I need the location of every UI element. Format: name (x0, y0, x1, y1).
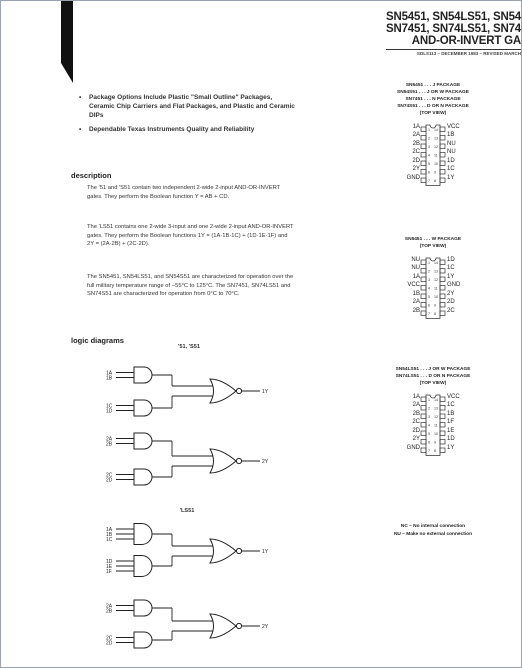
pin-box (440, 170, 445, 175)
feature-list (79, 93, 297, 139)
package-title: SN74S51 . . . D OR N PACKAGE (397, 104, 469, 109)
and-gate (134, 600, 152, 616)
pin-number: 7 (428, 449, 430, 453)
pin-box (440, 127, 445, 132)
pin-number: 14 (434, 261, 438, 265)
pin-box (421, 448, 426, 453)
logic-diagram-ls51 (106, 516, 291, 656)
pin-box (440, 448, 445, 453)
input-label: 2C (106, 472, 113, 479)
package-view-label: (TOP VIEW) (419, 111, 447, 116)
pin-label-left: 2A (412, 402, 420, 408)
pin-number: 1 (428, 128, 430, 132)
pin-box (421, 161, 426, 166)
pin-number: 6 (428, 440, 430, 445)
pin-box (440, 423, 445, 428)
package-title: SN74LS51 . . . D OR N PACKAGE (395, 374, 471, 379)
doc-revision: SDLS113 – DECEMBER 1983 – REVISED MARCH (386, 49, 521, 56)
pin-label-left: 2D (412, 427, 420, 434)
input-label: 2D (106, 640, 113, 647)
pin-label-right: 1E (447, 427, 455, 434)
pin-label-right: 1D (447, 256, 455, 263)
output-label: 2Y (262, 623, 269, 630)
pin-box (421, 294, 426, 299)
pin-label-left: GND (406, 444, 420, 451)
pin-label-left: 2B (412, 410, 420, 417)
input-label: 2B (106, 608, 113, 615)
pin-box (421, 406, 426, 411)
pin-box (421, 269, 426, 274)
pin-number: 2 (428, 406, 430, 411)
pin-label-left: 1A (412, 273, 420, 280)
and-gate (134, 469, 152, 485)
pin-box (421, 431, 426, 436)
pin-number: 14 (434, 128, 438, 132)
output-label: 2Y (262, 458, 269, 465)
output-label: 1Y (262, 388, 269, 395)
description-paragraph: The 'LS51 contains one 2-wide 3-input and one 2-wide 2-input AND-OR-INVERT gates. They perform the Boolean functions 1Y = (1A·1B·1C) + (1D·1E·1F) and 2Y = (2A·2B) + (2C·2D). (87, 224, 294, 248)
pin-label-right: 1Y (447, 444, 455, 451)
page-header (386, 11, 521, 56)
pin-box (440, 414, 445, 419)
logic-diagrams-heading: logic diagrams (71, 336, 124, 345)
package-title: SN54S51 . . . J OR W PACKAGE (397, 90, 469, 95)
package-title: SN5451 . . . W PACKAGE (404, 237, 462, 242)
and-gate (134, 524, 152, 545)
pin-label-left: 2C (412, 149, 420, 155)
pin-label-right: 1Y (447, 273, 455, 280)
input-label: 1C (106, 536, 113, 543)
pin-number: 9 (434, 303, 436, 308)
input-label: 1F (106, 568, 112, 575)
and-gate (134, 367, 152, 383)
inversion-bubble (236, 388, 241, 393)
corner-tab (61, 1, 73, 83)
and-gate (134, 556, 152, 577)
pin-box (421, 286, 426, 291)
pin-label-left: NU (411, 256, 420, 263)
pin-number: 11 (434, 286, 438, 291)
package-title: SN54LS51 . . . J OR W PACKAGE (395, 367, 471, 372)
pin-number: 3 (428, 278, 430, 282)
title-line-3: AND-OR-INVERT GA (411, 35, 521, 47)
pin-label-right: NU (447, 140, 456, 147)
pin-label-left: 1A (412, 393, 420, 400)
pin-box (440, 303, 445, 308)
description-paragraph: The '51 and 'S51 contain two independent 2-wide 2-input AND-OR-INVERT gates. They perform the Boolean function Y = AB + CD. (87, 185, 281, 200)
pin-label-left: 2B (412, 140, 420, 147)
pin-box (440, 260, 445, 265)
package-view-label: (TOP VIEW) (419, 381, 447, 386)
pin-number: 9 (434, 440, 436, 445)
pin-box (440, 144, 445, 149)
pin-number: 14 (434, 398, 438, 402)
pin-number: 10 (434, 162, 438, 166)
pin-label-right: 1D (447, 157, 455, 164)
pin-label-left: 1B (412, 290, 420, 297)
diagram-label: 'LS51 (179, 508, 195, 514)
input-label: 1B (106, 375, 113, 382)
description-paragraph: The SN5451, SN54LS51, and SN54S51 are characterized for operation over the full military temperature range of −55°C to 125°C. The SN7451, SN74LS51 and SN74S51 are characterized for operation from 0°C to 70°C. (87, 274, 294, 298)
description-heading: description (71, 171, 112, 180)
input-label: 2C (106, 635, 113, 642)
pin-box (440, 269, 445, 274)
pin-number: 11 (434, 423, 438, 428)
pin-box (440, 178, 445, 183)
input-label: 2A (106, 603, 113, 610)
pin-label-right: 2C (447, 307, 455, 314)
pin-number: 2 (428, 136, 430, 141)
pin-number: 10 (434, 295, 438, 299)
inversion-bubble (236, 458, 241, 463)
pin-number: 2 (428, 269, 430, 274)
pin-box (440, 161, 445, 166)
title-line-2: SN7451, SN74LS51, SN74 (386, 23, 521, 35)
pin-number: 4 (428, 153, 430, 158)
pin-number: 3 (428, 415, 430, 419)
package-title: SN7451 . . . N PACKAGE (405, 97, 461, 102)
input-label: 1D (106, 558, 113, 565)
pin-label-left: 2Y (412, 166, 420, 172)
input-label: 1E (106, 563, 113, 570)
pin-number: 3 (428, 145, 430, 149)
pin-number: 5 (428, 432, 430, 436)
pin-number: 10 (434, 432, 438, 436)
pin-number: 8 (434, 179, 436, 183)
pin-number: 13 (434, 136, 438, 141)
pin-box (440, 294, 445, 299)
and-gate (134, 433, 152, 449)
pin-box (440, 406, 445, 411)
pin-box (440, 286, 445, 291)
pin-box (440, 431, 445, 436)
pin-box (440, 277, 445, 282)
pin-number: 6 (428, 170, 430, 175)
diagram-label: '51, 'S51 (178, 344, 200, 350)
pin-box (421, 144, 426, 149)
feature-item: • Package Options Include Plastic "Small Outline" Packages, Ceramic Chip Carriers and Flat Packages, and Plastic and Ceramic DIPs (79, 94, 295, 119)
pin-number: 1 (428, 261, 430, 265)
pin-number: 12 (434, 415, 438, 419)
and-gate (134, 632, 152, 648)
inversion-bubble (236, 623, 241, 628)
pin-label-left: GND (406, 174, 420, 181)
input-label: 1B (106, 531, 113, 538)
pin-label-right: 2Y (447, 290, 455, 297)
pin-box (440, 397, 445, 402)
pin-number: 7 (428, 312, 430, 316)
pin-number: 13 (434, 406, 438, 411)
pin-label-right: 1C (447, 166, 455, 172)
pin-box (440, 136, 445, 141)
input-label: 2A (106, 436, 113, 443)
pin-label-right: 1C (447, 265, 455, 271)
pin-label-right: 1C (447, 402, 455, 408)
pin-number: 12 (434, 278, 438, 282)
pin-label-left: 2B (412, 307, 420, 314)
pin-box (421, 127, 426, 132)
inversion-bubble (236, 548, 241, 553)
output-label: 1Y (262, 548, 269, 555)
nor-gate (210, 449, 236, 473)
pin-label-right: 1D (447, 436, 455, 442)
pin-box (421, 277, 426, 282)
nor-gate (210, 379, 236, 403)
pin-label-left: 2D (412, 157, 420, 164)
pin-number: 6 (428, 303, 430, 308)
pin-number: 11 (434, 153, 438, 158)
pin-label-left: 2A (412, 299, 420, 305)
pin-label-left: NU (411, 265, 420, 271)
title-line-1: SN5451, SN54LS51, SN54 (386, 11, 521, 23)
pin-number: 1 (428, 398, 430, 402)
input-label: 1C (106, 403, 113, 410)
pin-label-right: 2D (447, 299, 455, 305)
pin-label-right: VCC (447, 393, 460, 400)
pin-box (421, 178, 426, 183)
pin-box (421, 136, 426, 141)
pin-label-right: GND (447, 282, 461, 288)
pin-label-right: 1Y (447, 174, 455, 181)
pin-label-right: 1B (447, 132, 455, 138)
pin-box (421, 414, 426, 419)
logic-diagram-51 (106, 353, 291, 503)
pin-number: 7 (428, 179, 430, 183)
nor-gate (210, 614, 236, 638)
pin-number: 5 (428, 295, 430, 299)
pin-number: 4 (428, 286, 430, 291)
pin-box (421, 303, 426, 308)
and-gate (134, 400, 152, 416)
pin-label-right: VCC (447, 123, 460, 130)
footnote: NC – No internal connection (400, 524, 466, 529)
pin-box (440, 440, 445, 445)
nor-gate (210, 539, 236, 563)
pin-box (421, 440, 426, 445)
input-label: 2D (106, 477, 113, 484)
input-label: 2B (106, 441, 113, 448)
pin-box (440, 153, 445, 158)
pin-label-left: 2C (412, 419, 420, 425)
pin-box (421, 170, 426, 175)
pin-label-left: 1A (412, 123, 420, 130)
pin-box (421, 260, 426, 265)
pin-box (421, 397, 426, 402)
footnote: NU – Make no external connection (393, 532, 473, 537)
pin-number: 8 (434, 312, 436, 316)
pin-label-left: 2A (412, 132, 420, 138)
pin-number: 4 (428, 423, 430, 428)
pin-label-right: 1F (447, 419, 455, 425)
pin-label-right: 1B (447, 410, 455, 417)
pin-number: 5 (428, 162, 430, 166)
input-label: 1A (106, 526, 113, 533)
input-label: 1A (106, 370, 113, 377)
pin-box (440, 311, 445, 316)
pin-box (421, 423, 426, 428)
pin-box (421, 153, 426, 158)
pin-label-left: VCC (407, 282, 420, 288)
pin-number: 8 (434, 449, 436, 453)
pin-number: 13 (434, 269, 438, 274)
input-label: 1D (106, 408, 113, 415)
pin-box (421, 311, 426, 316)
package-title: SN5451 . . . J PACKAGE (405, 83, 461, 88)
feature-item: • Dependable Texas Instruments Quality and Reliability (79, 126, 255, 133)
pin-number: 9 (434, 170, 436, 175)
pin-label-left: 2Y (412, 436, 420, 442)
package-view-label: (TOP VIEW) (419, 244, 447, 249)
pin-number: 12 (434, 145, 438, 149)
pin-label-right: NU (447, 149, 456, 155)
